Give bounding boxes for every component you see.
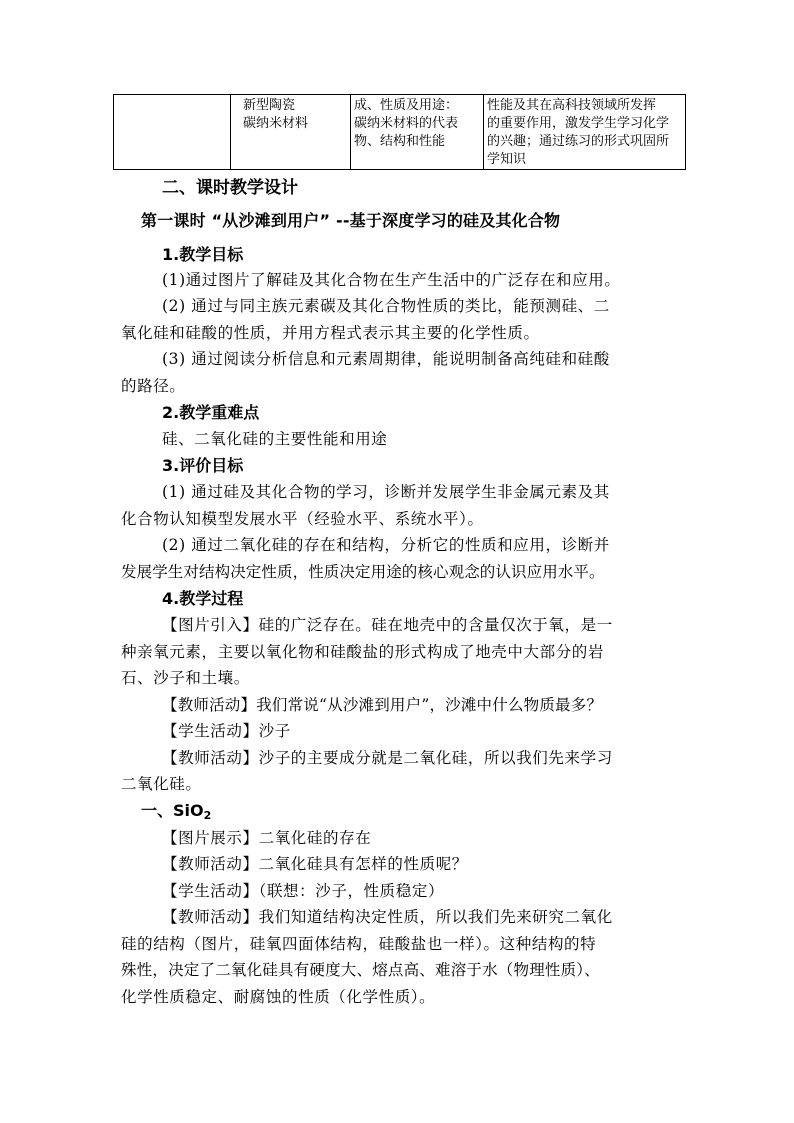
heading-process: 4.教学过程 xyxy=(162,589,244,608)
eval-2-line-2: 发展学生对结构决定性质，性质决定用途的核心观念的认识应用水平。 xyxy=(121,563,605,581)
process-p8-line-1: 【教师活动】我们知道结构决定性质，所以我们先来研究二氧化 xyxy=(162,908,613,926)
eval-2-line-1: (2) 通过二氧化硅的存在和结构，分析它的性质和应用，诊断并 xyxy=(162,536,610,554)
cell-line: 的重要作用，激发学生学习化学 xyxy=(487,116,670,131)
content-table xyxy=(113,94,686,170)
cell-line: 新型陶瓷 xyxy=(243,98,296,113)
table-cell-materials xyxy=(231,95,351,170)
heading-objectives: 1.教学目标 xyxy=(162,245,244,264)
cell-line: 碳纳米材料的代表 xyxy=(354,116,459,131)
process-p4-line-1: 【教师活动】沙子的主要成分就是二氧化硅，所以我们先来学习 xyxy=(162,749,613,767)
sio2-prefix: 一、SiO xyxy=(141,801,204,820)
process-p4-line-2: 二氧化硅。 xyxy=(121,775,202,793)
cell-line: 的兴趣；通过练习的形式巩固所 xyxy=(487,134,670,149)
heading-key-points: 2.教学重难点 xyxy=(162,403,260,422)
eval-1-line-2: 化合物认知模型发展水平（经验水平、系统水平）。 xyxy=(121,510,484,528)
process-p1-line-2: 种亲氧元素，主要以氧化物和硅酸盐的形式构成了地壳中大部分的岩 xyxy=(121,643,605,661)
process-p1-line-3: 石、沙子和土壤。 xyxy=(121,669,250,687)
objective-3-line-1: (3) 通过阅读分析信息和元素周期律，能说明制备高纯硅和硅酸 xyxy=(162,350,610,368)
table-cell-empty xyxy=(114,95,231,170)
process-p1-line-1: 【图片引入】硅的广泛存在。硅在地壳中的含量仅次于氧，是一 xyxy=(162,616,613,634)
table-cell-goals xyxy=(484,95,686,170)
eval-1-line-1: (1) 通过硅及其化合物的学习，诊断并发展学生非金属元素及其 xyxy=(162,483,610,501)
objective-3-line-2: 的路径。 xyxy=(121,377,186,395)
key-points: 硅、二氧化硅的主要性能和用途 xyxy=(162,430,388,448)
table-cell-content xyxy=(351,95,484,170)
objective-1: (1)通过图片了解硅及其化合物在生产生活中的广泛存在和应用。 xyxy=(162,271,621,289)
lesson-title: 第一课时 “从沙滩到用户” --基于深度学习的硅及其化合物 xyxy=(141,211,561,230)
process-p8-line-4: 化学性质稳定、耐腐蚀的性质（化学性质）。 xyxy=(121,988,436,1006)
objective-2-line-1: (2) 通过与同主族元素碳及其化合物性质的类比，能预测硅、二 xyxy=(162,297,610,315)
process-p6: 【教师活动】二氧化硅具有怎样的性质呢？ xyxy=(162,855,468,873)
cell-line: 性能及其在高科技领域所发挥 xyxy=(487,98,657,113)
cell-line: 学知识 xyxy=(487,152,527,167)
process-p3: 【学生活动】沙子 xyxy=(162,722,291,740)
heading-evaluation: 3.评价目标 xyxy=(162,456,244,475)
process-p2: 【教师活动】我们常说“从沙滩到用户”，沙滩中什么物质最多？ xyxy=(162,696,603,714)
heading-sio2 xyxy=(141,800,211,822)
table-row xyxy=(114,95,686,170)
process-p8-line-2: 硅的结构（图片，硅氧四面体结构，硅酸盐也一样）。这种结构的特 xyxy=(121,935,597,953)
process-p8-line-3: 殊性，决定了二氧化硅具有硬度大、熔点高、难溶于水（物理性质）、 xyxy=(121,961,600,979)
cell-line: 成、性质及用途： xyxy=(354,98,459,113)
process-p5: 【图片展示】二氧化硅的存在 xyxy=(162,829,372,847)
cell-line: 碳纳米材料 xyxy=(243,116,309,131)
section-heading: 二、课时教学设计 xyxy=(162,178,298,198)
process-p7: 【学生活动】（联想：沙子，性质稳定） xyxy=(162,882,445,900)
objective-2-line-2: 氧化硅和硅酸的性质，并用方程式表示其主要的化学性质。 xyxy=(121,324,540,342)
cell-line: 物、结构和性能 xyxy=(354,134,446,149)
sio2-subscript: 2 xyxy=(203,809,212,822)
